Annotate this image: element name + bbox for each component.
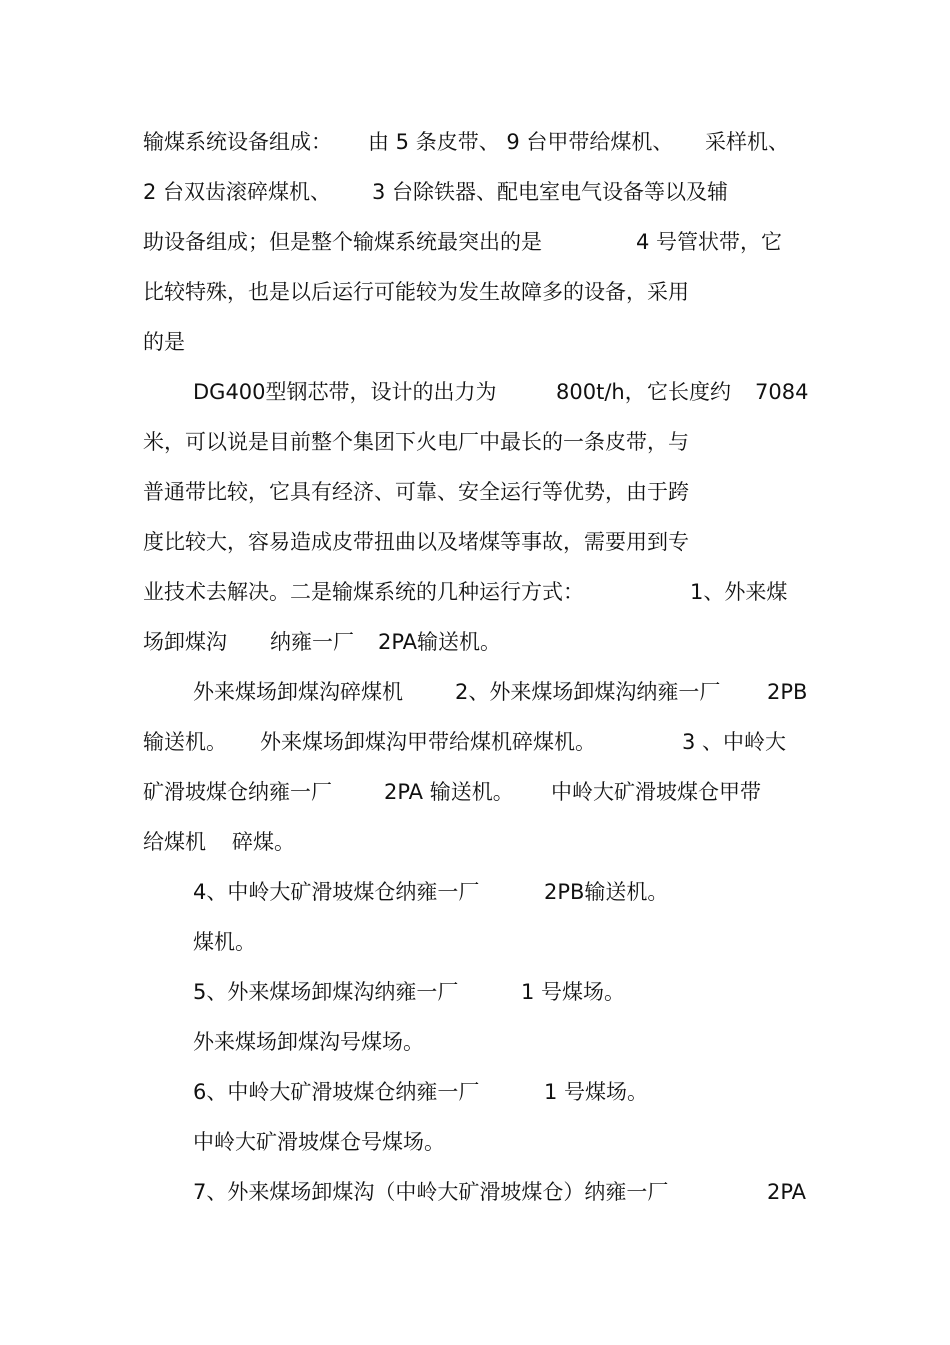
text-segment: 外来煤场卸煤沟号煤场。 xyxy=(193,1030,424,1054)
text-segment: 给煤机 xyxy=(143,830,206,854)
text-segment: 2PA 输送机。 xyxy=(384,780,514,804)
text-segment: 4、中岭大矿滑坡煤仓纳雍一厂 xyxy=(193,880,480,904)
text-segment: 4 号管状带，它 xyxy=(636,230,783,254)
text-segment: 中岭大矿滑坡煤仓甲带 xyxy=(551,780,761,804)
text-segment: 输煤系统设备组成： xyxy=(143,130,332,154)
text-segment: 1 号煤场。 xyxy=(544,1080,649,1104)
text-segment: 外来煤场卸煤沟甲带给煤机碎煤机。 xyxy=(260,730,596,754)
text-segment: 煤机。 xyxy=(193,930,256,954)
text-segment: 外来煤场卸煤沟碎煤机 xyxy=(193,680,403,704)
text-segment: 3 、中岭大 xyxy=(682,730,787,754)
text-segment: 2PB xyxy=(767,680,808,704)
text-segment: DG400型钢芯带，设计的出力为 xyxy=(193,380,497,404)
text-segment: 米，可以说是目前整个集团下火电厂中最长的一条皮带，与 xyxy=(143,430,689,454)
text-segment: 比较特殊，也是以后运行可能较为发生故障多的设备，采用 xyxy=(143,280,689,304)
text-segment: 2PB输送机。 xyxy=(544,880,669,904)
text-segment: 6、中岭大矿滑坡煤仓纳雍一厂 xyxy=(193,1080,480,1104)
text-segment: 的是 xyxy=(143,330,185,354)
text-segment: 矿滑坡煤仓纳雍一厂 xyxy=(143,780,332,804)
text-segment: 普通带比较，它具有经济、可靠、安全运行等优势，由于跨 xyxy=(143,480,689,504)
text-segment: 3 台除铁器、配电室电气设备等以及辅 xyxy=(372,180,729,204)
text-segment: 助设备组成；但是整个输煤系统最突出的是 xyxy=(143,230,542,254)
text-segment: 2PA输送机。 xyxy=(378,630,502,654)
text-segment: 它长度约 xyxy=(647,380,731,404)
text-segment: 2、外来煤场卸煤沟纳雍一厂 xyxy=(455,680,721,704)
text-segment: 1、外来煤 xyxy=(690,580,788,604)
text-segment: 中岭大矿滑坡煤仓号煤场。 xyxy=(193,1130,445,1154)
text-segment: 纳雍一厂 xyxy=(270,630,354,654)
text-segment: 场卸煤沟 xyxy=(143,630,227,654)
text-segment: 2PA xyxy=(767,1180,807,1204)
text-segment: 800t/h， xyxy=(556,380,646,404)
text-segment: 7084 xyxy=(755,380,809,404)
text-segment: 业技术去解决。二是输煤系统的几种运行方式： xyxy=(143,580,584,604)
text-segment: 由 5 条皮带、 9 台甲带给煤机、 xyxy=(368,130,674,154)
text-segment: 2 台双齿滚碎煤机、 xyxy=(143,180,332,204)
text-segment: 1 号煤场。 xyxy=(521,980,626,1004)
text-segment: 7、外来煤场卸煤沟（中岭大矿滑坡煤仓）纳雍一厂 xyxy=(193,1180,669,1204)
text-segment: 输送机。 xyxy=(143,730,227,754)
text-segment: 采样机、 xyxy=(705,130,789,154)
text-segment: 度比较大，容易造成皮带扭曲以及堵煤等事故，需要用到专 xyxy=(143,530,689,554)
text-segment: 5、外来煤场卸煤沟纳雍一厂 xyxy=(193,980,459,1004)
text-segment: 碎煤。 xyxy=(232,830,295,854)
